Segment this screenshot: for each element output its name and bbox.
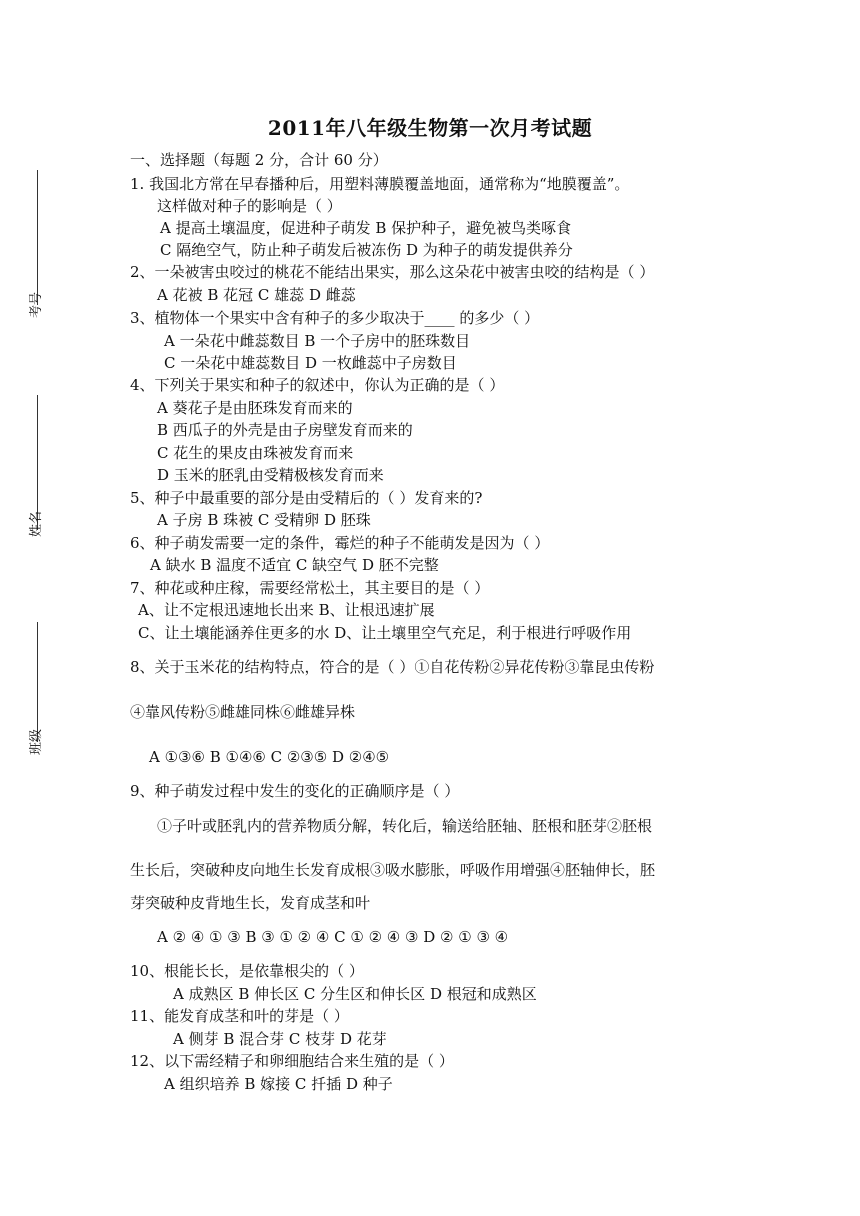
q12-stem: 12、以下需经精子和卵细胞结合来生殖的是（ ）: [130, 1052, 454, 1070]
q9-body-line-3: 芽突破种皮背地生长，发育成茎和叶: [130, 894, 371, 912]
q3-stem: 3、植物体一个果实中含有种子的多少取决于____ 的多少（ ）: [130, 309, 540, 327]
q4-option-d: D 玉米的胚乳由受精极核发育而来: [157, 466, 384, 484]
class-label: 班级: [29, 729, 44, 756]
q10-options: A 成熟区 B 伸长区 C 分生区和伸长区 D 根冠和成熟区: [173, 985, 537, 1003]
q8-stem-cont: ④靠风传粉⑤雌雄同株⑥雌雄异株: [130, 703, 356, 721]
binding-line-class: [37, 622, 38, 742]
q1-stem: 1. 我国北方常在早春播种后，用塑料薄膜覆盖地面，通常称为“地膜覆盖”。: [130, 175, 630, 193]
q6-options: A 缺水 B 温度不适宜 C 缺空气 D 胚不完整: [150, 556, 439, 574]
q5-options: A 子房 B 珠被 C 受精卵 D 胚珠: [157, 511, 371, 529]
q8-stem: 8、关于玉米花的结构特点，符合的是（ ）①自花传粉②异花传粉③靠昆虫传粉: [130, 658, 655, 676]
q2-options: A 花被 B 花冠 C 雄蕊 D 雌蕊: [157, 286, 356, 304]
q3-options-cd: C 一朵花中雄蕊数目 D 一枚雌蕊中子房数目: [164, 354, 457, 372]
binding-line-exam-number: [37, 170, 38, 305]
exam-number-label: 考号: [29, 292, 44, 319]
name-label: 姓名: [29, 511, 44, 538]
q9-stem: 9、种子萌发过程中发生的变化的正确顺序是（ ）: [130, 782, 460, 800]
q4-option-c: C 花生的果皮由珠被发育而来: [157, 444, 354, 462]
q5-stem: 5、种子中最重要的部分是由受精后的（ ）发育来的?: [130, 489, 483, 507]
q1-stem-cont: 这样做对种子的影响是（ ）: [157, 197, 342, 215]
section-heading: 一、选择题（每题 2 分，合计 60 分）: [130, 151, 388, 169]
q1-options-cd: C 隔绝空气，防止种子萌发后被冻伤 D 为种子的萌发提供养分: [160, 241, 573, 259]
q11-options: A 侧芽 B 混合芽 C 枝芽 D 花芽: [173, 1030, 387, 1048]
q4-option-b: B 西瓜子的外壳是由子房壁发育而来的: [157, 421, 413, 439]
q12-options: A 组织培养 B 嫁接 C 扦插 D 种子: [164, 1075, 393, 1093]
q8-options: A ①③⑥ B ①④⑥ C ②③⑤ D ②④⑤: [149, 748, 390, 766]
page-title: 2011年八年级生物第一次月考试题: [267, 116, 593, 140]
q2-stem: 2、一朵被害虫咬过的桃花不能结出果实，那么这朵花中被害虫咬的结构是（ ）: [130, 263, 655, 281]
q9-options: A ② ④ ① ③ B ③ ① ② ④ C ① ② ④ ③ D ② ① ③ ④: [157, 928, 509, 946]
q10-stem: 10、根能长长，是依靠根尖的（ ）: [130, 962, 364, 980]
q1-options-ab: A 提高土壤温度，促进种子萌发 B 保护种子，避免被鸟类啄食: [160, 219, 572, 237]
q9-body-line-1: ①子叶或胚乳内的营养物质分解，转化后，输送给胚轴、胚根和胚芽②胚根: [157, 817, 653, 835]
q4-stem: 4、下列关于果实和种子的叙述中，你认为正确的是（ ）: [130, 376, 505, 394]
q3-options-ab: A 一朵花中雌蕊数目 B 一个子房中的胚珠数目: [164, 332, 471, 350]
q11-stem: 11、能发育成茎和叶的芽是（ ）: [130, 1007, 349, 1025]
q4-option-a: A 葵花子是由胚珠发育而来的: [157, 399, 353, 417]
q7-options-ab: A、让不定根迅速地长出来 B、让根迅速扩展: [138, 601, 435, 619]
q6-stem: 6、种子萌发需要一定的条件，霉烂的种子不能萌发是因为（ ）: [130, 534, 550, 552]
q7-stem: 7、种花或种庄稼，需要经常松土，其主要目的是（ ）: [130, 579, 490, 597]
q9-body-line-2: 生长后，突破种皮向地生长发育成根③吸水膨胀，呼吸作用增强④胚轴伸长，胚: [130, 861, 656, 879]
q7-options-cd: C、让土壤能涵养住更多的水 D、让土壤里空气充足，利于根进行呼吸作用: [138, 624, 632, 642]
